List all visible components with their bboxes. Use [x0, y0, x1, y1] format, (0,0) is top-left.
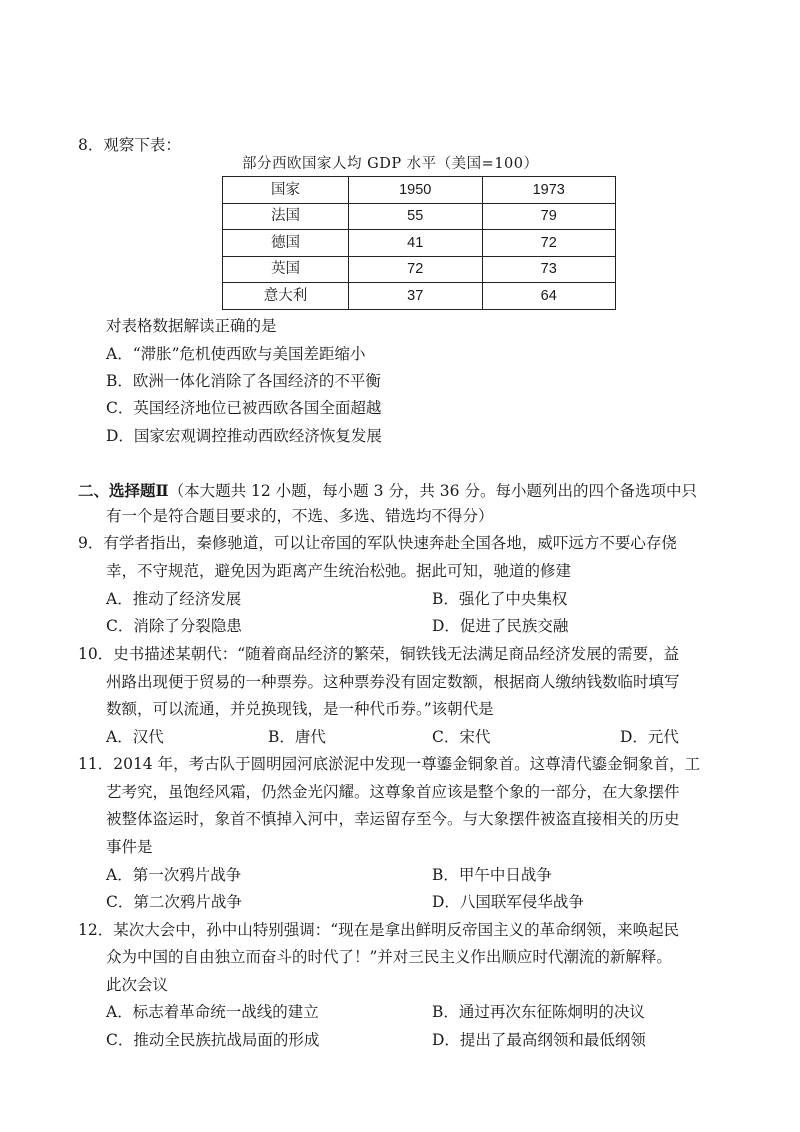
table-header-cell: 1973 [482, 177, 616, 204]
table-cell: 64 [482, 283, 616, 310]
q9-option-d: D．促进了民族交融 [432, 617, 569, 635]
q11-option-c: C．第二次鸦片战争 [106, 893, 242, 911]
table-cell: 37 [349, 283, 483, 310]
table-row [223, 230, 616, 257]
q11-option-d: D．八国联军侵华战争 [432, 893, 584, 911]
table-caption: 部分西欧国家人均 GDP 水平（美国=100） [242, 156, 539, 172]
q9-option-a: A．推动了经济发展 [106, 590, 242, 608]
q10-option-c: C．宋代 [432, 728, 491, 746]
q12-line-1: 12．某次大会中，孙中山特别强调：“现在是拿出鲜明反帝国主义的革命纲领，来唤起民 [78, 921, 680, 939]
q12-option-a: A．标志着革命统一战线的建立 [106, 1003, 319, 1021]
table-cell: 德国 [223, 230, 349, 257]
q10-line-1: 10．史书描述某朝代：“随着商品经济的繁荣，铜铁钱无法满足商品经济发展的需要，益 [78, 645, 680, 663]
table-header-cell: 国家 [223, 177, 349, 204]
q12-option-b: B．通过再次东征陈炯明的决议 [432, 1003, 645, 1021]
table-cell: 72 [482, 230, 616, 257]
table-header-cell: 1950 [349, 177, 483, 204]
q10-option-b: B．唐代 [268, 728, 326, 746]
table-cell: 55 [349, 203, 483, 230]
q12-option-d: D．提出了最高纲领和最低纲领 [432, 1031, 646, 1049]
q9-option-c: C．消除了分裂隐患 [106, 617, 242, 635]
q11-line-1: 11．2014 年，考古队于圆明园河底淤泥中发现一尊鎏金铜象首。这尊清代鎏金铜象首，工 [78, 755, 701, 773]
table-header-row [223, 177, 616, 204]
q8-option-c: C．英国经济地位已被西欧各国全面超越 [106, 399, 382, 417]
table-cell: 72 [349, 256, 483, 283]
table-row [223, 203, 616, 230]
q11-option-b: B．甲午中日战争 [432, 866, 552, 884]
q11-line-2: 艺考究，虽饱经风霜，仍然金光闪耀。这尊象首应该是整个象的一部分，在大象摆件 [106, 783, 680, 801]
section2-title: 二、选择题Ⅱ [78, 481, 169, 500]
q8-option-d: D．国家宏观调控推动西欧经济恢复发展 [106, 427, 382, 445]
section2-note-cont: 有一个是符合题目要求的，不选、多选、错选均不得分） [106, 507, 494, 525]
q11-line-4: 事件是 [106, 838, 153, 856]
q8-option-a: A．“滞胀”危机使西欧与美国差距缩小 [106, 345, 366, 363]
q8-question: 对表格数据解读正确的是 [106, 317, 277, 335]
table-cell: 79 [482, 203, 616, 230]
q10-line-3: 数额，可以流通，并兑换现钱，是一种代币券。”该朝代是 [106, 700, 494, 718]
gdp-table [222, 176, 616, 310]
q12-line-3: 此次会议 [106, 976, 169, 994]
q10-line-2: 州路出现便于贸易的一种票券。这种票券没有固定数额，根据商人缴纳钱数临时填写 [106, 673, 680, 691]
table-cell: 英国 [223, 256, 349, 283]
q10-option-a: A．汉代 [106, 728, 164, 746]
q9-option-b: B．强化了中央集权 [432, 590, 568, 608]
q8-stem: 8．观察下表： [78, 136, 181, 154]
q11-line-3: 被整体盗运时，象首不慎掉入河中，幸运留存至今。与大象摆件被盗直接相关的历史 [106, 810, 680, 828]
table-cell: 73 [482, 256, 616, 283]
q9-line-1: 9．有学者指出，秦修驰道，可以让帝国的军队快速奔赴全国各地，威吓远方不要心存侥 [78, 534, 677, 552]
table-cell: 法国 [223, 203, 349, 230]
q12-line-2: 众为中国的自由独立而奋斗的时代了！”并对三民主义作出顺应时代潮流的新解释。 [106, 948, 672, 966]
q12-option-c: C．推动全民族抗战局面的形成 [106, 1031, 320, 1049]
section2-note: （本大题共 12 小题，每小题 3 分，共 36 分。每小题列出的四个备选项中只 [168, 482, 697, 500]
table-cell: 41 [349, 230, 483, 257]
table-row [223, 256, 616, 283]
q11-option-a: A．第一次鸦片战争 [106, 866, 242, 884]
q8-option-b: B．欧洲一体化消除了各国经济的不平衡 [106, 372, 381, 390]
q10-option-d: D．元代 [620, 728, 679, 746]
q9-line-2: 幸，不守规范，避免因为距离产生统治松弛。据此可知，驰道的修建 [106, 562, 572, 580]
table-cell: 意大利 [223, 283, 349, 310]
table-row [223, 283, 616, 310]
section2-header [78, 483, 697, 500]
